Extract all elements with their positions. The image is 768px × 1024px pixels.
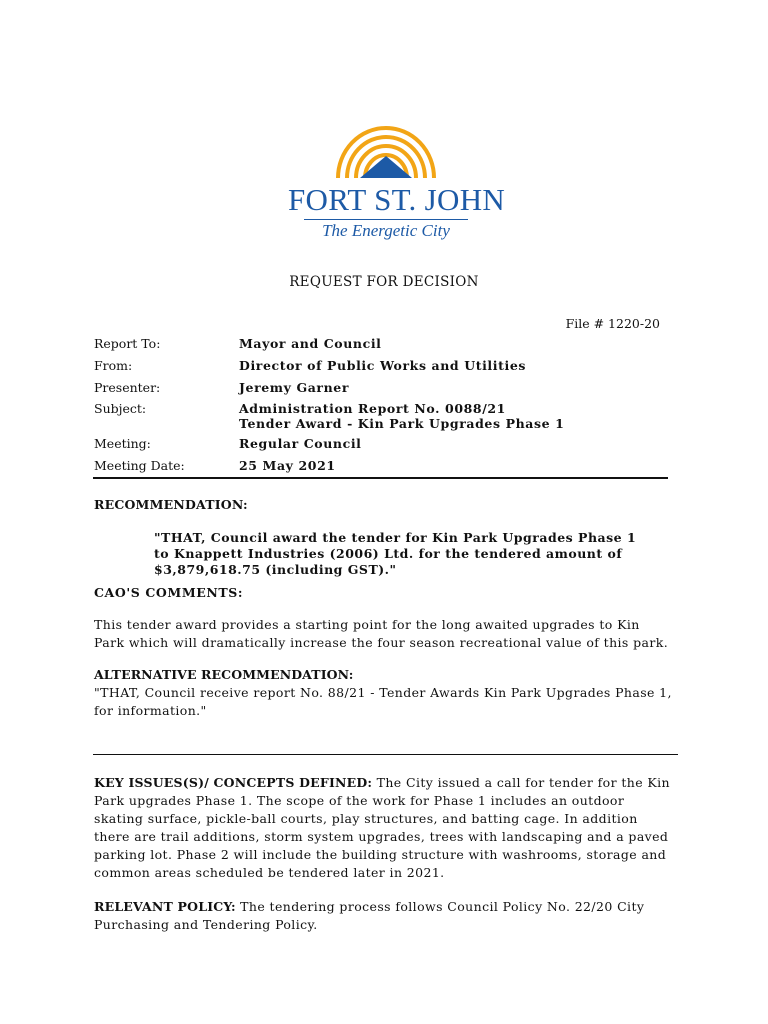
from-label: From: [94,358,133,373]
cao-comments-heading: CAO'S COMMENTS: [94,585,244,600]
key-issues-paragraph [94,774,674,882]
report-to-label: Report To: [94,336,161,351]
subject-value-line2: Tender Award - Kin Park Upgrades Phase 1 [239,416,565,431]
section-divider [93,754,678,755]
city-logo [288,116,506,246]
meeting-label: Meeting: [94,436,151,451]
meeting-value: Regular Council [239,436,362,451]
key-issues-text: The City issued a call for tender for the Kin Park upgrades Phase 1. The scope of the work for Phase 1 includes an outdoor skating surface, pickle-ball courts, play structures, and batting cage. In addition there are trail additions, storm system upgrades, trees with landscaping and a paved parking lot. Phase 2 will include the building structure with washrooms, storage and common areas scheduled be tendered later in 2021. [94,775,670,880]
alternative-recommendation-text: "THAT, Council receive report No. 88/21 - Tender Awards Kin Park Upgrades Phase 1, for information." [94,685,672,718]
report-to-value: Mayor and Council [239,336,382,351]
alternative-recommendation-heading: ALTERNATIVE RECOMMENDATION: [94,667,354,682]
meeting-date-label: Meeting Date: [94,458,185,473]
recommendation-heading: RECOMMENDATION: [94,497,248,512]
presenter-label: Presenter: [94,380,161,395]
logo-divider [304,219,468,220]
meeting-date-value: 25 May 2021 [239,458,336,473]
presenter-value: Jeremy Garner [239,380,350,395]
recommendation-text: "THAT, Council award the tender for Kin Park Upgrades Phase 1 to Knappett Industries (2006) Ltd. for the tendered amount of $3,879,618.75 (including GST)." [154,530,637,577]
logo-tagline: The Energetic City [322,221,450,240]
relevant-policy-label: RELEVANT POLICY: [94,899,236,914]
header-divider [93,477,668,479]
sunrise-mountain-icon [330,116,442,180]
subject-label: Subject: [94,401,147,416]
from-value: Director of Public Works and Utilities [239,358,527,373]
logo-name: FORT ST. JOHN [288,182,506,217]
document-title: REQUEST FOR DECISION [289,274,479,290]
subject-value-line1: Administration Report No. 0088/21 [239,401,506,416]
cao-comments-text: This tender award provides a starting point for the long awaited upgrades to Kin Park which will dramatically increase the four season recreational value of this park. [94,617,669,650]
key-issues-label: KEY ISSUES(S)/ CONCEPTS DEFINED: [94,775,373,790]
relevant-policy-paragraph [94,898,674,934]
relevant-policy-text: The tendering process follows Council Policy No. 22/20 City Purchasing and Tendering Policy. [94,899,645,932]
file-number: File # 1220-20 [565,316,660,331]
